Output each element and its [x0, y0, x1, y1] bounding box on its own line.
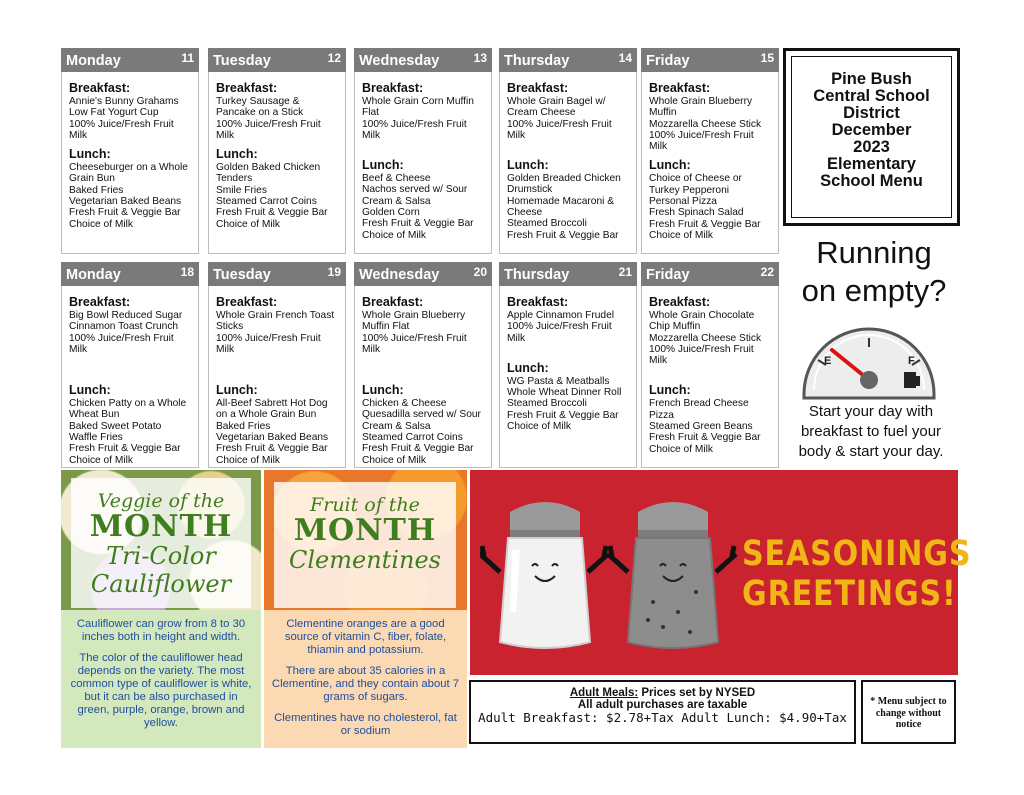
lunch-item: Fresh Spinach Salad	[649, 207, 744, 219]
fruit-fact: There are about 35 calories in a Clementine, and they contain about 7 grams of sugars.	[271, 665, 460, 703]
lunch-label: Lunch:	[507, 360, 549, 375]
fruit-of-the-month	[264, 470, 467, 748]
breakfast-item: Milk	[507, 332, 526, 344]
day-name: Tuesday	[213, 267, 271, 283]
day-date: 11	[181, 51, 194, 65]
lunch-item: French Bread Cheese	[649, 398, 749, 410]
veggie-of-the-month	[61, 470, 261, 748]
lunch-item: Grain Bun	[69, 173, 115, 185]
lunch-item: Fresh Fruit & Veggie Bar	[507, 409, 619, 421]
day-header	[641, 262, 779, 286]
breakfast-item: Annie's Bunny Grahams	[69, 96, 179, 107]
breakfast-item: 100% Juice/Fresh Fruit	[649, 129, 754, 141]
breakfast-item: Muffin	[649, 107, 677, 119]
lunch-item: Fresh Fruit & Veggie Bar	[69, 207, 181, 219]
lunch-item: Nachos served w/ Sour	[362, 184, 468, 196]
lunch-item: Choice of Milk	[362, 454, 426, 466]
day-date: 20	[473, 265, 487, 279]
day-menu	[209, 72, 345, 230]
lunch-item: Choice of Milk	[649, 229, 713, 241]
lunch-item: Choice of Milk	[649, 443, 713, 455]
lunch-label: Lunch:	[216, 383, 258, 398]
breakfast-label: Breakfast:	[362, 295, 424, 309]
day-menu	[355, 286, 491, 466]
day-header	[499, 262, 637, 286]
salt-shaker-icon	[480, 492, 610, 657]
lunch-item: Vegetarian Baked Beans	[69, 196, 182, 208]
breakfast-item: 100% Juice/Fresh Fruit	[362, 118, 467, 130]
lunch-label: Lunch:	[649, 158, 691, 173]
lunch-item: Pizza	[649, 409, 674, 421]
day-card-wednesday-20	[354, 262, 492, 468]
day-header	[61, 262, 199, 286]
breakfast-item: Whole Grain Bagel w/	[507, 96, 606, 107]
fruit-of-the: Fruit of the	[310, 494, 420, 516]
fruit-fact: Clementines have no cholesterol, fat or sodium	[274, 712, 457, 737]
adult-meals-heading	[471, 687, 854, 699]
day-header	[354, 262, 492, 286]
lunch-item: Choice of Milk	[216, 218, 280, 230]
lunch-item: Beef & Cheese	[362, 173, 431, 185]
breakfast-label: Breakfast:	[69, 295, 131, 309]
veggie-name-2: Cauliflower	[90, 570, 232, 598]
day-header	[354, 48, 492, 72]
running-subtext: Start your day with breakfast to fuel your body & start your day.	[798, 403, 944, 460]
day-menu	[642, 286, 778, 455]
title-line: School Menu	[820, 172, 923, 190]
day-date: 19	[327, 265, 341, 279]
lunch-item: Cheeseburger on a Whole	[69, 162, 188, 174]
day-card-thursday-21	[499, 262, 637, 468]
veggie-fact: Cauliflower can grow from 8 to 30 inches both in height and width.	[76, 618, 246, 643]
day-card-friday-15	[641, 48, 779, 254]
breakfast-label: Breakfast:	[649, 295, 711, 309]
pepper-shaker-icon	[608, 492, 738, 657]
title-line: District	[843, 104, 900, 122]
lunch-label: Lunch:	[362, 383, 404, 398]
lunch-label: Lunch:	[69, 383, 111, 398]
lunch-item: Golden Corn	[362, 207, 420, 219]
breakfast-item: 100% Juice/Fresh Fruit	[216, 118, 321, 130]
day-name: Wednesday	[359, 267, 440, 283]
breakfast-item: Milk	[69, 129, 88, 141]
day-date: 22	[760, 265, 774, 279]
lunch-item: Fresh Fruit & Veggie Bar	[649, 432, 761, 444]
day-menu	[62, 72, 198, 230]
veggie-description	[67, 618, 255, 738]
lunch-item: Choice of Milk	[216, 454, 280, 466]
title-line: Pine Bush	[831, 70, 912, 88]
breakfast-item: Milk	[362, 343, 381, 355]
day-header	[641, 48, 779, 72]
banner-line-1: SEASONINGS	[742, 534, 972, 574]
lunch-item: Fresh Fruit & Veggie Bar	[362, 443, 474, 455]
breakfast-item: Apple Cinnamon Frudel	[507, 310, 615, 321]
breakfast-item: Mozzarella Cheese Stick	[649, 118, 762, 130]
day-name: Monday	[66, 53, 121, 69]
breakfast-item: 100% Juice/Fresh Fruit	[362, 332, 467, 344]
fuel-gauge-icon	[798, 320, 940, 400]
breakfast-item: 100% Juice/Fresh Fruit	[649, 343, 754, 355]
title-line: Elementary	[827, 155, 916, 173]
running-line-1: Running	[816, 235, 932, 270]
breakfast-item: Mozzarella Cheese Stick	[649, 332, 762, 344]
day-menu	[500, 286, 636, 432]
day-card-monday-18	[61, 262, 199, 468]
breakfast-item: 100% Juice/Fresh Fruit	[216, 332, 321, 344]
breakfast-item: 100% Juice/Fresh Fruit	[69, 118, 174, 130]
day-header	[208, 262, 346, 286]
day-card-tuesday-12	[208, 48, 346, 254]
lunch-item: Choice of Milk	[362, 229, 426, 241]
breakfast-item: Muffin Flat	[362, 321, 410, 333]
day-card-wednesday-13	[354, 48, 492, 254]
lunch-label: Lunch:	[507, 158, 549, 173]
adult-tax-note: All adult purchases are taxable	[577, 699, 748, 711]
day-date: 12	[327, 51, 341, 65]
menu-title-box	[783, 48, 960, 226]
lunch-item: Waffle Fries	[69, 432, 123, 444]
breakfast-label: Breakfast:	[69, 81, 131, 95]
lunch-label: Lunch:	[69, 147, 111, 162]
lunch-item: Vegetarian Baked Beans	[216, 432, 329, 444]
lunch-item: Fresh Fruit & Veggie Bar	[69, 443, 181, 455]
lunch-item: Baked Fries	[216, 420, 271, 432]
lunch-item: Wheat Bun	[69, 409, 120, 421]
lunch-item: Baked Fries	[69, 184, 124, 196]
lunch-item: Fresh Fruit & Veggie Bar	[649, 218, 761, 230]
breakfast-item: Whole Grain French Toast	[216, 310, 335, 321]
fruit-name: Clementines	[289, 546, 441, 574]
breakfast-item: Big Bowl Reduced Sugar	[69, 310, 183, 321]
breakfast-item: 100% Juice/Fresh Fruit	[507, 321, 612, 333]
lunch-item: Choice of Milk	[507, 421, 571, 433]
lunch-item: Steamed Carrot Coins	[216, 196, 317, 208]
lunch-item: Steamed Broccoli	[507, 218, 587, 230]
day-menu	[642, 72, 778, 241]
breakfast-item: 100% Juice/Fresh Fruit	[69, 332, 174, 344]
lunch-item: Golden Baked Chicken	[216, 162, 321, 174]
adult-prices: Adult Breakfast: $2.78+Tax Adult Lunch: $4.90+Tax	[478, 710, 847, 725]
breakfast-label: Breakfast:	[507, 81, 569, 95]
day-menu	[500, 72, 636, 241]
breakfast-item: Milk	[69, 343, 88, 355]
breakfast-label: Breakfast:	[216, 81, 278, 95]
lunch-item: Baked Sweet Potato	[69, 420, 162, 432]
breakfast-item: Whole Grain Chocolate	[649, 310, 755, 321]
breakfast-item: Whole Grain Blueberry	[362, 310, 466, 321]
day-name: Friday	[646, 53, 690, 69]
lunch-item: Drumstick	[507, 184, 553, 196]
title-line: Central School	[813, 87, 930, 105]
breakfast-label: Breakfast:	[362, 81, 424, 95]
gauge-f-label: F	[908, 355, 915, 367]
day-header	[61, 48, 199, 72]
adult-meals-label: Adult Meals:	[569, 687, 639, 699]
day-header	[499, 48, 637, 72]
lunch-item: Fresh Fruit & Veggie Bar	[507, 229, 619, 241]
veggie-of-the: Veggie of the	[97, 490, 225, 512]
banner-line-2: GREETINGS!	[742, 574, 957, 614]
menu-title	[786, 71, 957, 190]
seasonings-greetings-banner	[470, 470, 972, 675]
breakfast-item: Milk	[649, 141, 668, 153]
lunch-item: Personal Pizza	[649, 196, 717, 208]
breakfast-item: Milk	[649, 355, 668, 367]
breakfast-item: Milk	[216, 129, 235, 141]
adult-meals-box	[469, 680, 856, 744]
day-card-tuesday-19	[208, 262, 346, 468]
lunch-item: Golden Breaded Chicken	[507, 173, 621, 185]
adult-meals-pricing-source: Prices set by NYSED	[638, 687, 756, 699]
day-date: 13	[473, 51, 487, 65]
day-card-monday-11	[61, 48, 199, 254]
breakfast-item: Milk	[362, 129, 381, 141]
lunch-item: All-Beef Sabrett Hot Dog	[216, 398, 328, 410]
breakfast-item: Milk	[216, 343, 235, 355]
lunch-item: on a Whole Grain Bun	[216, 409, 317, 421]
day-name: Wednesday	[359, 53, 440, 69]
veggie-name-1: Tri-Color	[106, 542, 216, 570]
lunch-item: Quesadilla served w/ Sour	[362, 409, 481, 421]
lunch-item: Homemade Macaroni &	[507, 195, 615, 207]
seasonings-greetings-text	[742, 534, 971, 614]
lunch-item: Cream & Salsa	[362, 420, 431, 432]
running-on-empty-heading	[785, 234, 963, 310]
breakfast-item: Cinnamon Toast Crunch	[69, 321, 179, 333]
title-line: 2023	[853, 138, 890, 156]
fruit-description	[270, 618, 461, 746]
veggie-fact: The color of the cauliflower head depends on the variety. The most common type of cauliflower is white, but it can be also purchased in green, purple, orange, brown and yellow.	[70, 652, 252, 729]
lunch-item: Steamed Carrot Coins	[362, 432, 463, 444]
day-date: 14	[618, 51, 632, 65]
lunch-item: WG Pasta & Meatballs	[507, 375, 610, 387]
title-line: December	[831, 121, 912, 139]
lunch-item: Whole Wheat Dinner Roll	[507, 387, 622, 399]
day-date: 21	[618, 265, 632, 279]
lunch-item: Fresh Fruit & Veggie Bar	[362, 218, 474, 230]
day-name: Thursday	[504, 53, 570, 69]
day-menu	[209, 286, 345, 466]
lunch-item: Steamed Green Beans	[649, 421, 753, 433]
lunch-item: Steamed Broccoli	[507, 398, 587, 410]
lunch-label: Lunch:	[216, 147, 258, 162]
lunch-item: Cheese	[507, 207, 543, 219]
breakfast-item: Whole Grain Blueberry	[649, 96, 753, 107]
breakfast-item: Low Fat Yogurt Cup	[69, 107, 159, 119]
breakfast-item: Whole Grain Corn Muffin	[362, 96, 474, 107]
lunch-item: Choice of Milk	[69, 218, 133, 230]
lunch-item: Choice of Cheese or	[649, 173, 742, 185]
running-line-2: on empty?	[801, 273, 947, 308]
lunch-item: Smile Fries	[216, 184, 267, 196]
breakfast-item: Cream Cheese	[507, 107, 576, 119]
day-name: Thursday	[504, 267, 570, 283]
breakfast-item: Pancake on a Stick	[216, 107, 304, 119]
breakfast-item: Milk	[507, 129, 526, 141]
breakfast-label: Breakfast:	[507, 295, 569, 309]
day-name: Monday	[66, 267, 121, 283]
breakfast-item: Turkey Sausage &	[216, 96, 300, 107]
menu-subject-to-change-note: * Menu subject to change without notice	[861, 680, 956, 744]
day-date: 15	[760, 51, 774, 65]
breakfast-item: Sticks	[216, 321, 244, 333]
veggie-heading-card	[71, 478, 251, 608]
breakfast-item: 100% Juice/Fresh Fruit	[507, 118, 612, 130]
lunch-item: Choice of Milk	[69, 454, 133, 466]
lunch-item: Chicken & Cheese	[362, 398, 447, 410]
day-header	[208, 48, 346, 72]
fruit-month: MONTH	[293, 513, 437, 548]
breakfast-item: Flat	[362, 107, 379, 119]
lunch-item: Fresh Fruit & Veggie Bar	[216, 207, 328, 219]
breakfast-label: Breakfast:	[216, 295, 278, 309]
lunch-item: Tenders	[216, 173, 253, 185]
day-name: Tuesday	[213, 53, 271, 69]
gauge-e-label: E	[824, 355, 832, 367]
fruit-fact: Clementine oranges are a good source of vitamin C, fiber, folate, thiamin and potassium.	[284, 618, 447, 656]
lunch-item: Turkey Pepperoni	[649, 184, 730, 196]
day-card-friday-22	[641, 262, 779, 468]
day-name: Friday	[646, 267, 690, 283]
lunch-item: Fresh Fruit & Veggie Bar	[216, 443, 328, 455]
day-date: 18	[180, 265, 194, 279]
lunch-label: Lunch:	[649, 383, 691, 398]
day-menu	[355, 72, 491, 241]
fruit-heading-card	[274, 482, 456, 608]
veggie-month: MONTH	[89, 509, 233, 544]
day-menu	[62, 286, 198, 466]
lunch-item: Cream & Salsa	[362, 195, 431, 207]
lunch-item: Chicken Patty on a Whole	[69, 398, 187, 410]
breakfast-item: Chip Muffin	[649, 321, 701, 333]
breakfast-label: Breakfast:	[649, 81, 711, 95]
day-card-thursday-14	[499, 48, 637, 254]
lunch-label: Lunch:	[362, 158, 404, 173]
